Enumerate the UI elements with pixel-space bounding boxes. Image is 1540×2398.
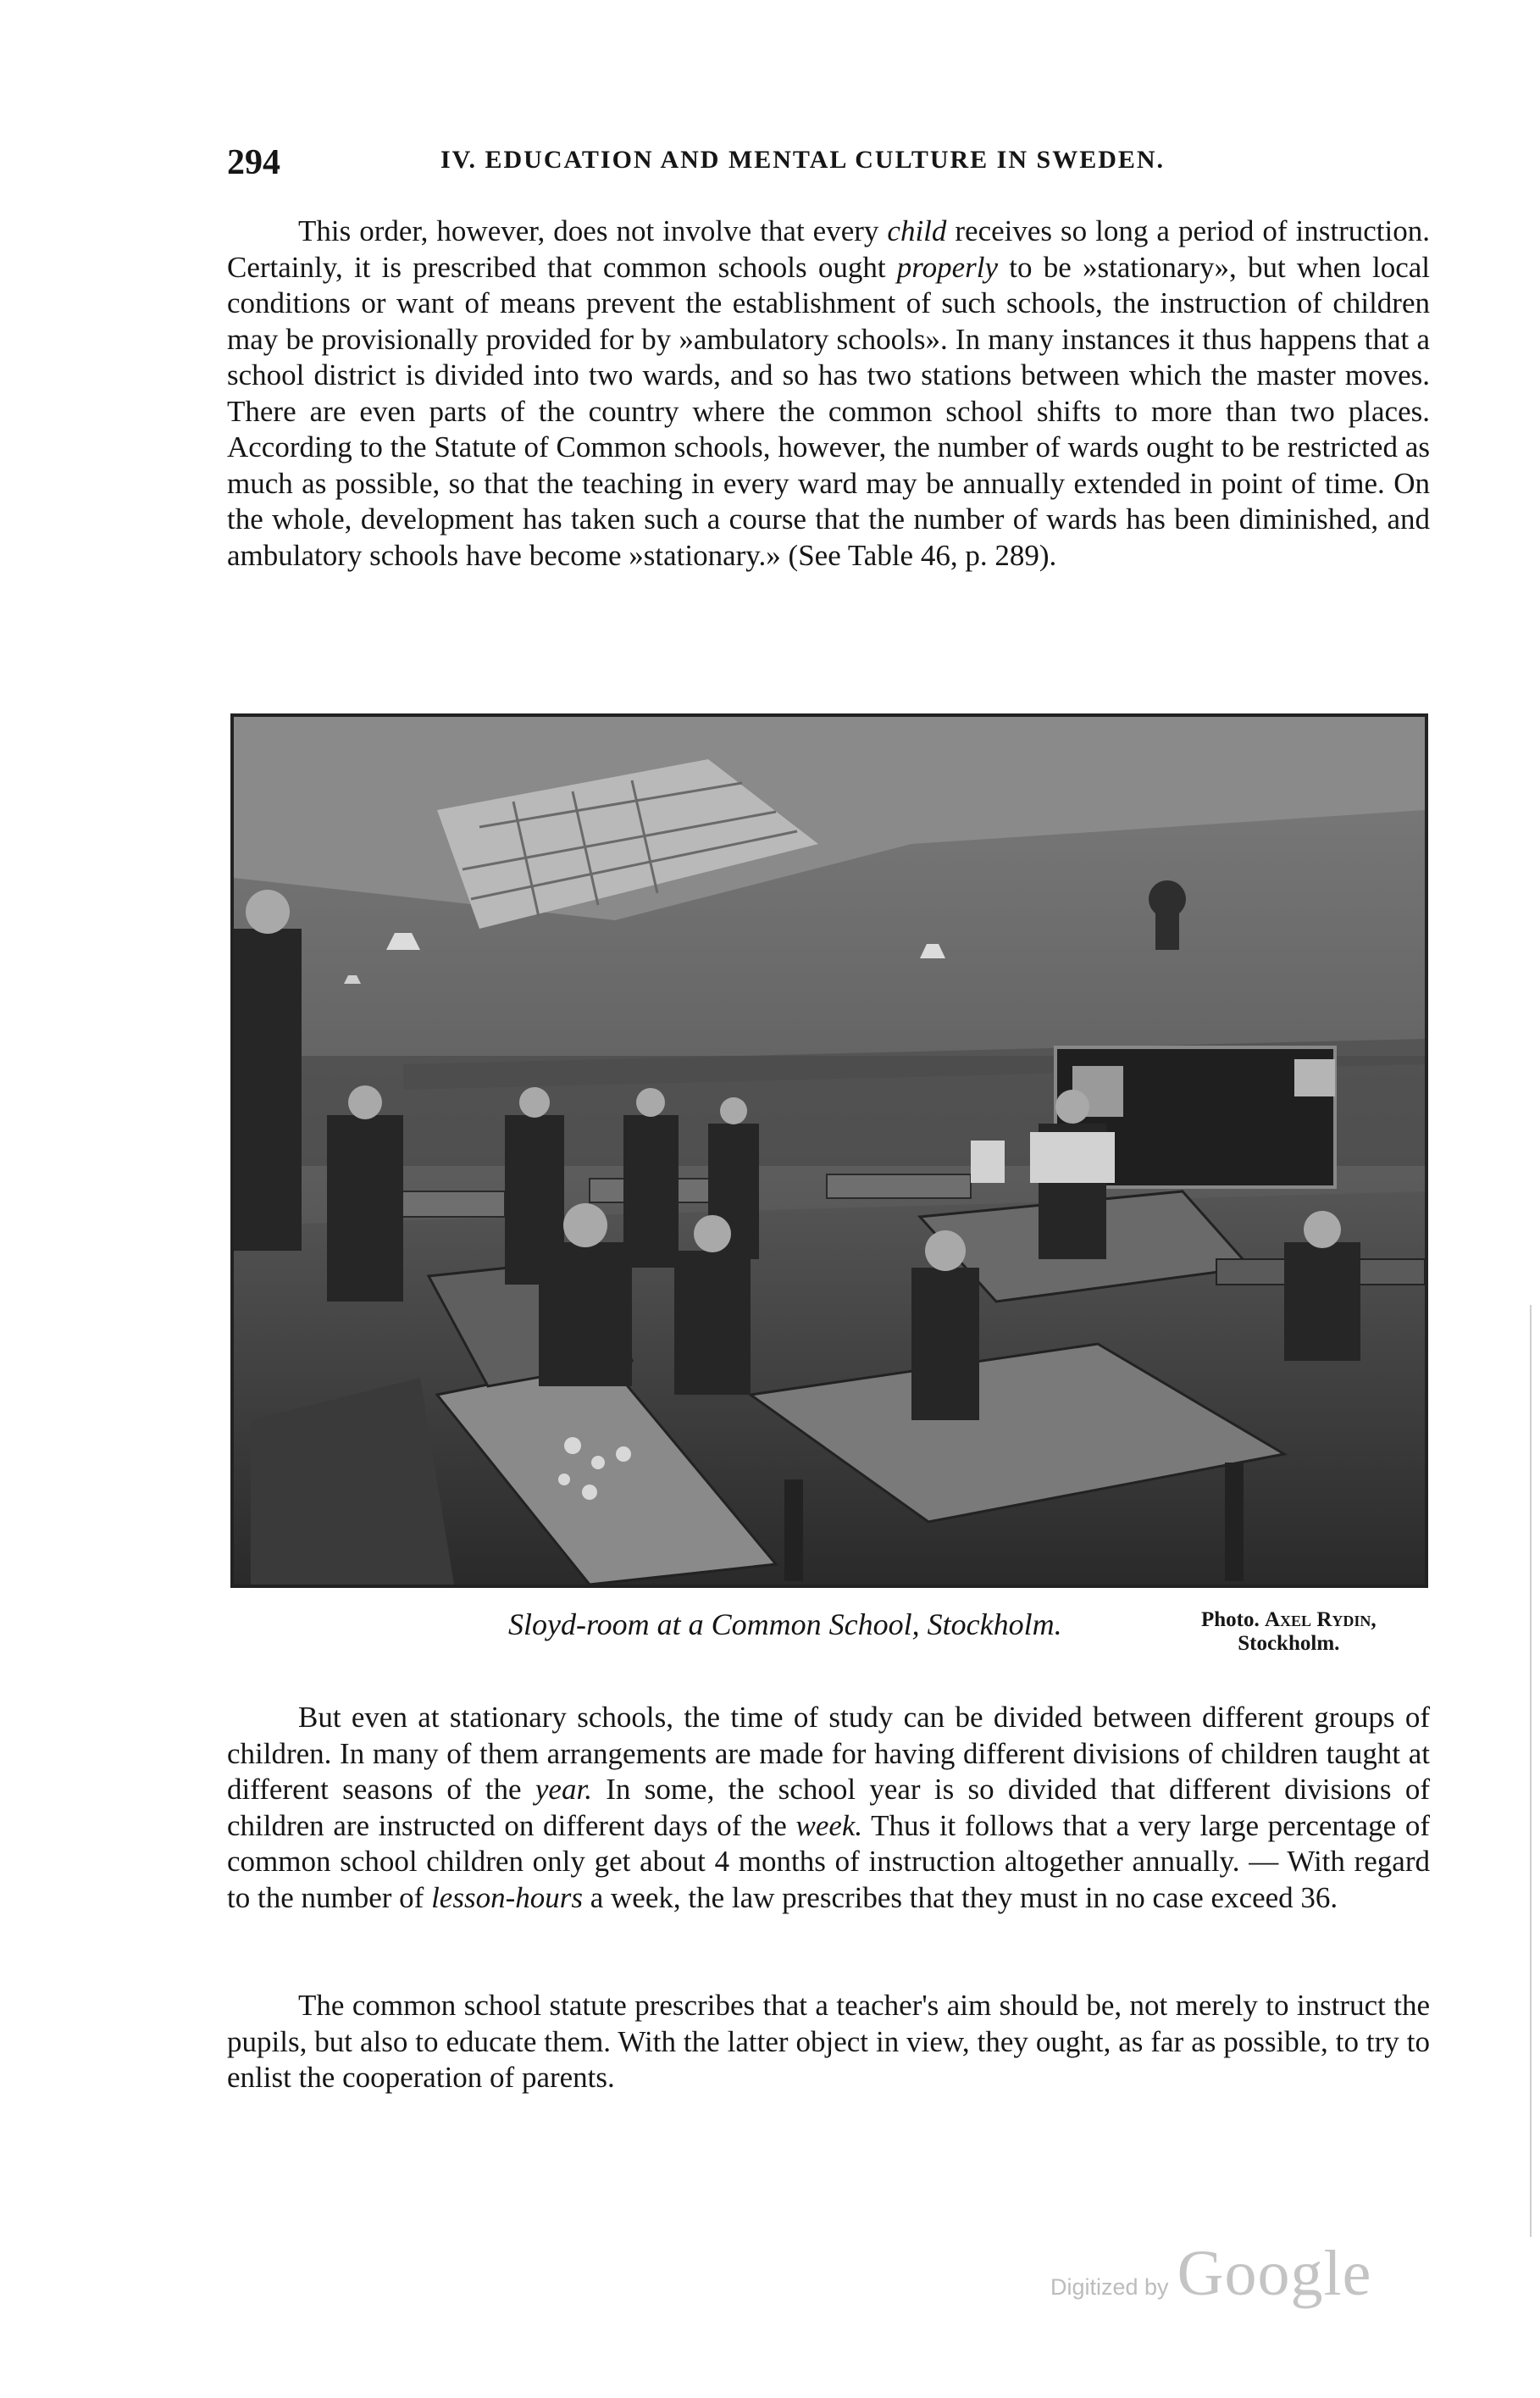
photo-credit-prefix: Photo. xyxy=(1201,1608,1265,1631)
paragraph-text: This order, however, does not involve that every xyxy=(298,214,888,247)
paragraph-text: receives so long a period of instruction. Certainly, it is prescribed that common schools ought xyxy=(227,214,1430,284)
emphasis-child: child xyxy=(887,214,947,247)
photographer-name: Axel Rydin, xyxy=(1265,1608,1377,1631)
paragraph-text: to be »stationary», but when local conditions or want of means prevent the establishment of such schools, the instruction of children may be provisionally provided for by »ambulatory schools». In many instances it thus happens that a school district is divided into two wards, and so has two stations between which the master moves. There are even parts of the country where the common school shifts to more than two places. According to the Statute of Common schools, however, the number of wards ought to be restricted as much as possible, so that the teaching in every ward may be annually extended in point of time. On the whole, development has taken such a course that the number of wards has been diminished, and ambulatory schools have become »stationary.» (See Table 46, p. 289). xyxy=(227,250,1430,572)
paragraph-text: But even at stationary schools, the time of study can be divided between different groups of children. In many of them arrangements are made for having different divisions of children taught at different seasons of the xyxy=(227,1701,1430,1806)
figure-caption: Sloyd-room at a Common School, Stockholm. xyxy=(508,1607,1062,1641)
emphasis-lesson-hours: lesson-hours xyxy=(431,1880,583,1914)
photo-credit-line-1 xyxy=(1201,1608,1377,1632)
photo-credit-line-2: Stockholm. xyxy=(1238,1632,1340,1655)
sloyd-room-photograph xyxy=(230,713,1428,1588)
photo-credit xyxy=(1201,1608,1377,1656)
paragraph-ambulatory-schools xyxy=(227,214,1430,574)
digitized-by-text: Digitized by xyxy=(1050,2274,1169,2300)
scan-edge-line xyxy=(1530,1305,1532,2237)
photograph-illustration xyxy=(234,717,1425,1585)
paragraph-text: In some, the school year is so divided that different divisions of children are instructed on different days of the xyxy=(227,1773,1431,1842)
paragraph-text: Thus it follows that a very large percentage of common school children only get about 4 months of instruction altogether annually. — With regard to the number of xyxy=(227,1808,1430,1914)
google-logo: Google xyxy=(1177,2238,1372,2309)
emphasis-year: year. xyxy=(535,1773,592,1806)
emphasis-properly: properly xyxy=(896,250,999,284)
page-number: 294 xyxy=(227,143,280,182)
digitized-by-watermark xyxy=(1050,2237,1372,2309)
paragraph-teacher-aim xyxy=(227,1988,1430,2096)
emphasis-week: week. xyxy=(795,1808,863,1842)
paragraph-text: a week, the law prescribes that they must in no case exceed 36. xyxy=(582,1880,1338,1914)
running-head: IV. EDUCATION AND MENTAL CULTURE IN SWEDEN. xyxy=(440,146,1166,174)
paragraph-study-divisions xyxy=(227,1700,1430,1916)
paragraph-text: The common school statute prescribes that a teacher's aim should be, not merely to instruct the pupils, but also to educate them. With the latter object in view, they ought, as far as possible, to try to enlist the cooperation of parents. xyxy=(227,1989,1430,2094)
